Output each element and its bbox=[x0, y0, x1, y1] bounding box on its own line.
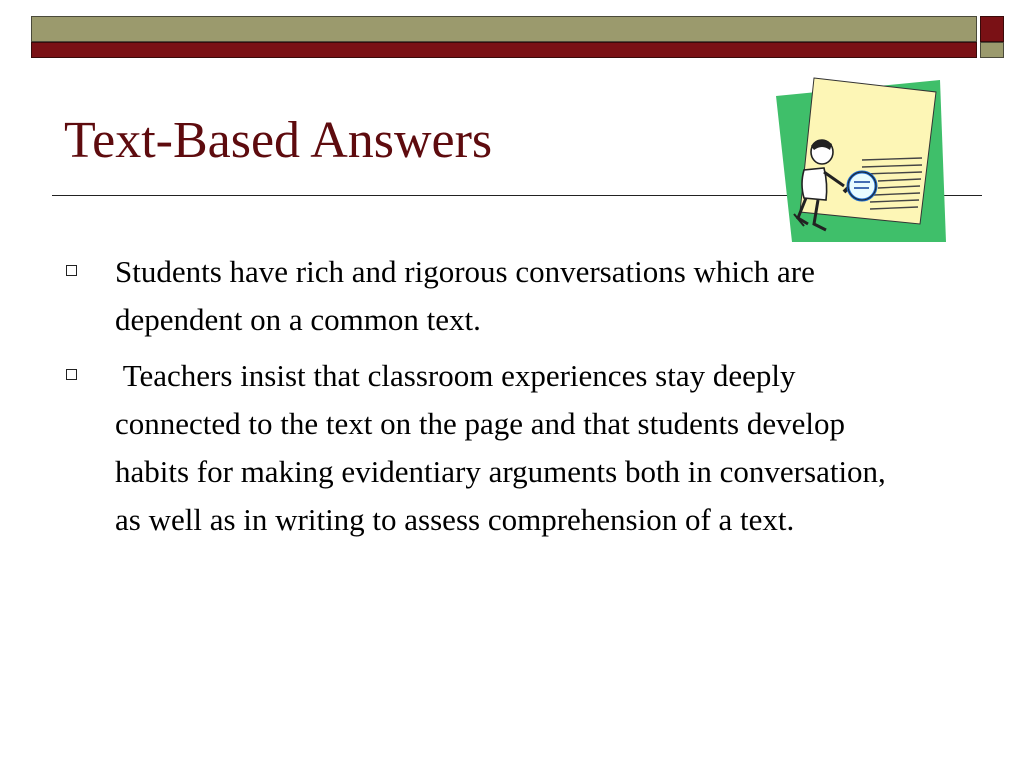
bullet-text: Students have rich and rigorous conversations which are dependent on a common text. bbox=[115, 254, 815, 337]
bullet-list bbox=[66, 248, 894, 552]
hollow-square-icon bbox=[66, 265, 77, 276]
bullet-item bbox=[66, 352, 894, 544]
top-band-olive-stripe bbox=[31, 16, 977, 42]
top-band-maroon-stripe bbox=[31, 42, 977, 58]
bullet-text: Teachers insist that classroom experiences stay deeply connected to the text on the page and that students develop habits for making evidentiary arguments both in conversation, as well as in writing to assess comprehension of a text. bbox=[115, 358, 894, 537]
person-magnifying-glass-document-icon bbox=[770, 74, 960, 246]
corner-block-maroon bbox=[980, 16, 1004, 42]
slide-title: Text-Based Answers bbox=[64, 112, 493, 169]
corner-block-olive bbox=[980, 42, 1004, 58]
bullet-item bbox=[66, 248, 886, 344]
top-decorative-band bbox=[31, 16, 977, 58]
hollow-square-icon bbox=[66, 369, 77, 380]
